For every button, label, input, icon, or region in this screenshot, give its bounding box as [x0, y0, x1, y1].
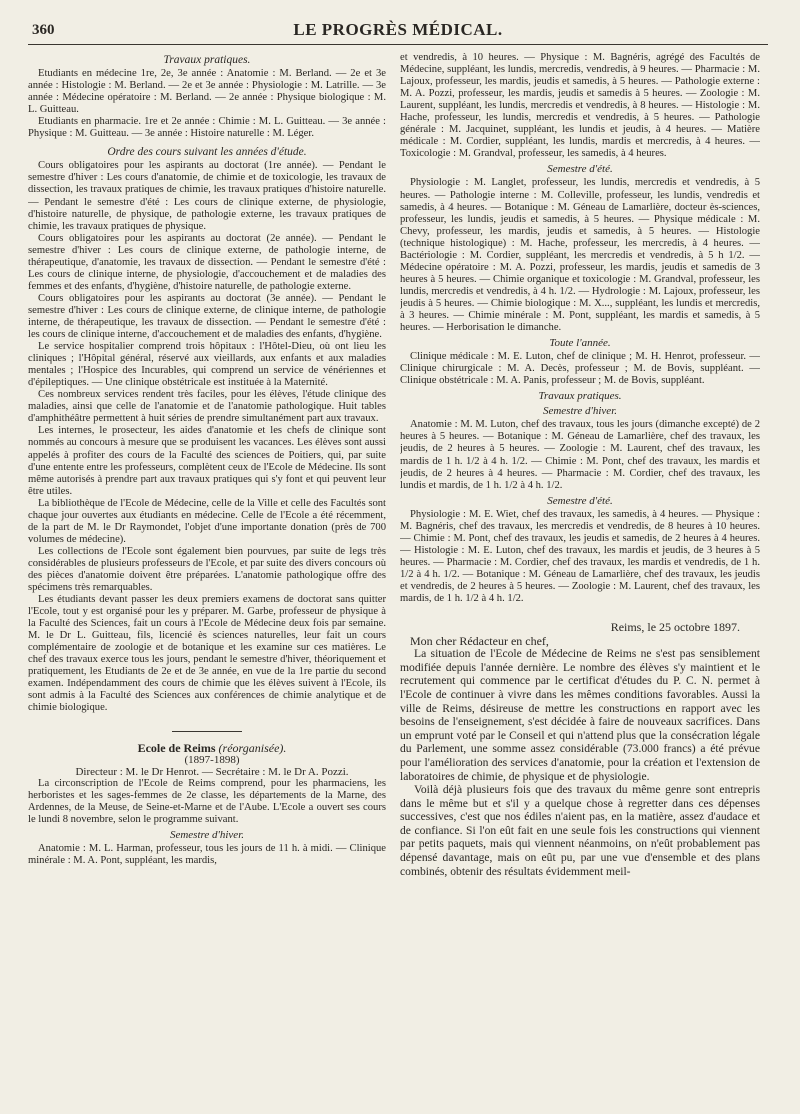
paragraph-circonscription: La circonscription de l'Ecole de Reims comprend, pour les pharmaciens, les herboristes et les sages-femmes de 2e classe, les départements de la Marne, des Ardennes, de la Meuse, de Seine-et-Marne et de l'Aube. L'Ecole a ouvert ses cours le lundi 8 novembre, selon le programme suivant.: [28, 777, 386, 825]
heading-toute-annee: Toute l'année.: [549, 337, 611, 350]
paragraph-cliniques: Clinique médicale : M. E. Luton, chef de clinique ; M. H. Henrot, professeur. — Clinique chirurgicale : M. A. Decès, professeur ; M. de Bovis, suppléant. — Clinique obstétricale : M. A. Panis, professeur ; M. de Bovis, suppléant.: [400, 351, 760, 387]
reims-title-subtitle: (réorganisée).: [218, 740, 287, 755]
journal-title: LE PROGRÈS MÉDICAL.: [293, 20, 503, 39]
section-divider: [172, 731, 242, 732]
reims-academic-years: (1897-1898): [184, 753, 240, 766]
paragraph-doctorat-2: Cours obligatoires pour les aspirants au doctorat (2e année). — Pendant le semestre d'hiver : Les cours de clinique externe, de pathologie interne, de thérapeutique, d'anatomie, les travaux de dissection. — Pendant le semestre d'été : Les cours de clinique interne, de physiologie, d'accouchement et de maladies des femmes et des enfants, d'hygiène, d'histoire naturelle, de pathologie externe.: [28, 232, 386, 292]
section-heading-travaux-pratiques: Travaux pratiques.: [163, 54, 251, 66]
letter-salutation: Mon cher Rédacteur en chef,: [410, 634, 549, 649]
paragraph-collections: Les collections de l'Ecole sont également bien pourvues, par suite de legs très considérables de plusieurs professeurs de l'Ecole, et par suite des divers concours où des pièces d'anatomie doivent être préparées. L'anatomie pathologique offre des spécimens très remarquables.: [28, 545, 386, 594]
left-column: [28, 52, 386, 1108]
section-heading-ordre-cours: Ordre des cours suivant les années d'étude.: [107, 146, 307, 159]
paragraph-services: Ces nombreux services rendent très faciles, pour les élèves, l'étude clinique des maladies, ainsi que celle de l'anatomie et de l'anatomie pathologique. Huit tables d'amphithéâtre permettent à huit séries de prendre simultanément part aux travaux.: [28, 389, 386, 425]
paragraph-hiver-courses-cont: et vendredis, à 10 heures. — Physique : M. Bagnéris, agrégé des Facultés de Médecine, suppléant, les lundis, mercredis, vendredis, à 9 heures. — Pharmacie : M. Lajoux, professeur, les mardis, jeudis et samedis, à 5 heures. — Pathologie externe : M. A. Pozzi, professeur, les mardis, jeudis et samedis à 5 heures. — Zoologie : M. Laurent, suppléant, les lundis, mercredis et vendredis, à 8 heures. — Histologie : M. Hache, professeur, les lundis, mercredis et vendredis, à 5 heures. — Pathologie générale : M. Jacquinet, suppléant, les lundis et jeudis, à 4 heures. — Matière médicale : M. Cordier, suppléant, les lundis, mardis et mercredis, à 4 heures. — Toxicologie : M. Grandval, professeur, les samedis, à 4 heures.: [400, 52, 760, 160]
paragraph-tp-hiver: Anatomie : M. M. Luton, chef des travaux, tous les jours (dimanche excepté) de 2 heures à 5 heures. — Botanique : M. Géneau de Lamarlière, chef des travaux, les jeudis, de 2 heures à 5 heures. — Zoologie : M. Laurent, chef des travaux, les mardis de 1 h. 1/2 à 4 h. 1/2. — Chimie : M. Pont, chef des travaux, les mardis et jeudis, de 2 heures à 4 heures. — Pharmacie : M. Cordier, chef des travaux, les lundis et mardis, de 1 h. 1/2 à 4 h. 1/2.: [400, 419, 760, 491]
paragraph-doctorat-3: Cours obligatoires pour les aspirants au doctorat (3e année). — Pendant le semestre d'hiver : Les cours de clinique externe, de clinique interne, de pathologie interne, de thérapeutique, les travaux de dissection. — Pendant le semestre d'été : les cours de clinique interne, d'accouchement et de maladies des enfants, d'hygiène.: [28, 292, 386, 341]
heading-tp-semestre-hiver: Semestre d'hiver.: [542, 405, 618, 418]
page-number: 360: [32, 22, 55, 38]
reims-school-title: [28, 742, 386, 754]
paragraph-service-hospitalier: Le service hospitalier comprend trois hôpitaux : l'Hôtel-Dieu, où ont lieu les cliniques ; l'Hôpital général, réservé aux vieillards, aux enfants et aux maladies mentales ; l'Hospice des Incurables, qui comprend un service de vénériennes et d'épileptiques. — Une clinique obstétricale est instituée à la Maternité.: [28, 341, 386, 389]
heading-semestre-ete: Semestre d'été.: [547, 163, 613, 176]
letter-dateline: Reims, le 25 octobre 1897.: [610, 620, 740, 635]
paragraph-internes: Les internes, le prosecteur, les aides d'anatomie et les chefs de clinique sont nommés au concours à mesure que se produisent les vacances. Les élèves sont aussi appelés à profiter des cours de la Faculté des sciences de Poitiers, qui, par suite d'une entente entre les professeurs, complètent ceux de l'Ecole de Médecine. Ils sont même autorisés à prendre part aux travaux pratiques qui s'y font et qui peuvent leur être utiles.: [28, 425, 386, 497]
paragraph-pharmacie-tp: Etudiants en pharmacie. 1re et 2e année : Chimie : M. L. Guitteau. — 3e année : Physique : M. Guitteau. — 3e année : Histoire naturelle : M. Léger.: [28, 116, 386, 140]
paragraph-bibliotheque: La bibliothèque de l'Ecole de Médecine, celle de la Ville et celle des Facultés sont chaque jour ouvertes aux étudiants en médecine. Celle de l'Ecole a été récemment, de la part de M. le Dr Raymondet, l'objet d'une importante donation (près de 700 volumes de médecine).: [28, 497, 386, 545]
letter-paragraph-2: Voilà déjà plusieurs fois que des travaux du même genre sont entrepris dans le même but et s'il y a quelque chose à regretter dans ces dépenses successives, c'est que nos édiles n'aient pas, en la matière, assez d'audace et de confiance. Si l'on eût fait en une seule fois les constructions qui viennent par petits paquets, mais qui viennent néanmoins, on n'eût probablement pas dépensé davantage, mais on eût pu, par une vue d'ensemble et des plans combinés, obtenir des résultats évidemment meil-: [400, 783, 760, 878]
paragraph-ete-courses: Physiologie : M. Langlet, professeur, les lundis, mercredis et vendredis, à 5 heures. — Pathologie interne : M. Colleville, professeur, les lundis, vendredis et samedis, à 4 heures. — Botanique : M. Géneau de Lamarlière, docteur ès-sciences, professeur, les lundis, jeudis et samedis, à 5 heures. — Physique médicale : M. Chevy, professeur, les mardis, jeudis et samedis, à 5 heures. — Histologie (technique histologique) : M. Hache, professeur, les mercredis, à 4 heures. — Bactériologie : M. Cordier, suppléant, les mercredis et vendredis, à 5 h 1/2. — Médecine opératoire : M. A. Pozzi, professeur, les mardis, jeudis et samedis de 3 heures à 5 heures. — Chimie organique et toxicologie : M. Grandval, professeur, les lundis, mercredis et vendredis, à 4 h. 1/2. — Hydrologie : M. Lajoux, professeur, les jeudis à 5 heures. — Chimie biologique : M. X..., suppléant, les lundis et mercredis, à 3 heures. — Chimie minérale : M. Pont, suppléant, les mardis et samedis, à 5 heures. — Herborisation le dimanche.: [400, 177, 760, 334]
heading-tp-semestre-ete: Semestre d'été.: [547, 494, 613, 507]
reims-title-text: Ecole de Reims: [137, 740, 216, 755]
paragraph-tp-ete: Physiologie : M. E. Wiet, chef des travaux, les samedis, à 4 heures. — Physique : M. Bagnéris, chef des travaux, les mercredis et vendredis, de 8 heures à 10 heures. — Chimie : M. Pont, chef des travaux, les jeudis et samedis, de 2 heures à 4 heures. — Histologie : M. E. Luton, chef des travaux, les mardis et jeudis, de 3 heures à 5 heures. — Pharmacie : M. Cordier, chef des travaux, les mardis et vendredis, de 1 h. 1/2 à 4 h. 1/2. — Botanique : M. Géneau de Lamarlière, chef des travaux, les jeudis et vendredis, de 2 heures à 5 heures. — Zoologie : M. Laurent, chef des travaux, les mardis, de 1 h. 1/2 à 4 h. 1/2.: [400, 508, 760, 605]
right-column: [400, 52, 760, 1108]
paragraph-medecine-tp: Etudiants en médecine 1re, 2e, 3e année : Anatomie : M. Berland. — 2e et 3e année : Histologie : M. Berland. — 2e et 3e année : Physiologie : M. Latrille. — 3e année : Médecine opératoire : M. Berland. — 2e année : Physique biologique : M. L. Guitteau.: [28, 68, 386, 116]
reims-direction: Directeur : M. le Dr Henrot. — Secrétaire : M. le Dr A. Pozzi.: [75, 765, 349, 778]
paragraph-examens: Les étudiants devant passer les deux premiers examens de doctorat sans quitter l'Ecole, tout y est organisé pour les y préparer. M. Garbe, professeur de physique à la Faculté des Sciences, fait un cours à l'Ecole de Médecine deux fois par semaine. M. le Dr L. Guitteau, fils, licencié ès sciences naturelles, leur fait un cours complémentaire de zoologie et de botanique et les examine sur ces matières. Le chef des travaux exerce tous les jours, pendant le semestre d'hiver, théoriquement et pratiquement, les Etudiants de 2e et de 3e année, en vue de la 1re partie du second examen. Indépendamment des cours de chimie que les élèves suivent à l'Ecole, ils sont admis à la Faculté des Sciences aux conférences de chimie analytique et de chimie biologique.: [28, 594, 386, 714]
letter-paragraph-1: La situation de l'Ecole de Médecine de Reims ne s'est pas sensiblement modifiée depuis l'année dernière. Le nombre des élèves s'y maintient et le recrutement qui commence par le certificat d'études du P. C. N. permet à l'Ecole de continuer à vivre dans les mêmes conditions favorables. Aussi la ville de Reims, désireuse de mettre les constructions en rapport avec les besoins de l'enseignement, s'est décidée à faire de nouveaux sacrifices. Dans un emprunt voté par le Conseil et qui n'attend plus que la consécration légale du Parlement, une somme assez considérable (73.000 francs) a été prévue pour l'amélioration des services d'anatomie, pour la création et l'extension de laboratoires de chimie, de physique et de physiologie.: [400, 647, 760, 783]
page-header: [28, 18, 768, 45]
heading-travaux-pratiques-reims: Travaux pratiques.: [538, 390, 622, 403]
paragraph-hiver-courses-start: Anatomie : M. L. Harman, professeur, tous les jours de 11 h. à midi. — Clinique minérale : M. A. Pont, suppléant, les mardis,: [28, 842, 386, 866]
paragraph-doctorat-1: Cours obligatoires pour les aspirants au doctorat (1re année). — Pendant le semestre d'hiver : Les cours d'anatomie, de chimie et de toxicologie, les travaux de dissection, les travaux pratiques de chimie, les travaux pratiques d'histoire naturelle. — Pendant le semestre d'été : Les cours de clinique externe, de physiologie, d'histoire naturelle, de physique, de pathologie externe, les travaux pratiques de chimie, les travaux pratiques de physique.: [28, 160, 386, 232]
letter-body: [400, 647, 760, 878]
heading-semestre-hiver: Semestre d'hiver.: [169, 828, 245, 841]
